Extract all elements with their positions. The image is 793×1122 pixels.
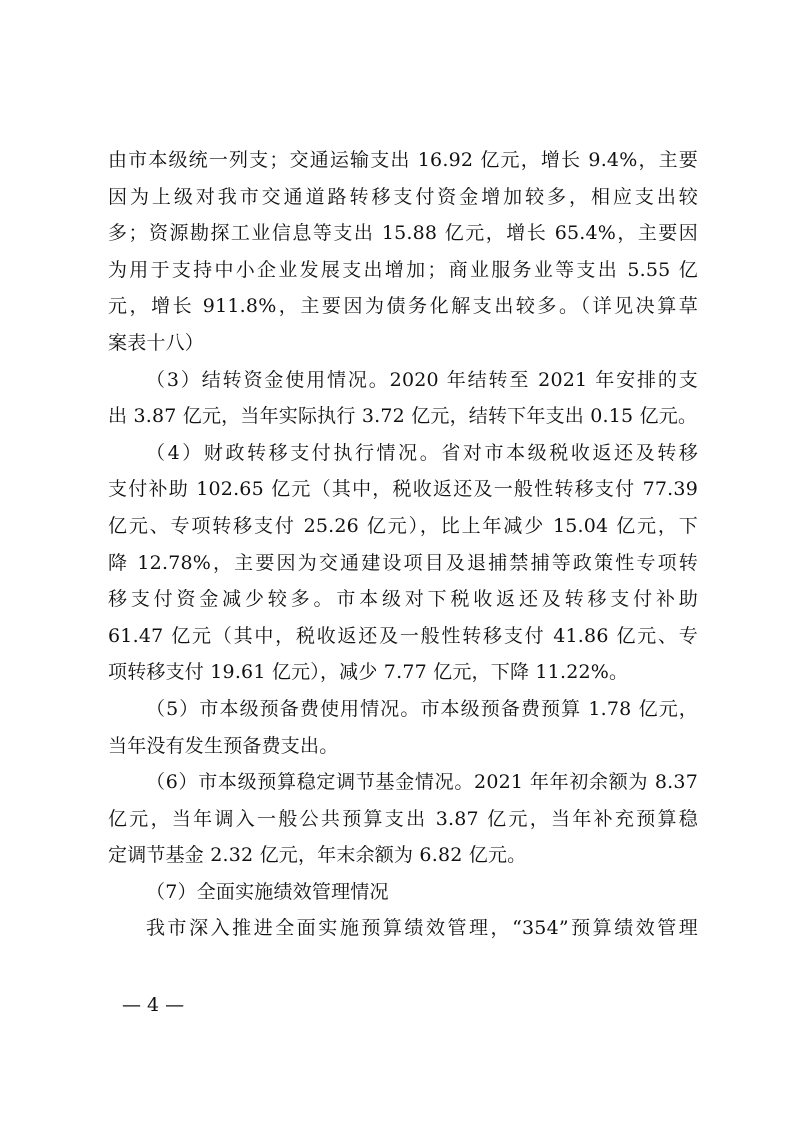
text-line: （4）财政转移支付执行情况。省对市本级税收返还及转移 [146,441,698,464]
text-line: 亿元、专项转移支付 25.26 亿元），比上年减少 15.04 亿元，下 [108,514,698,537]
text-line: 61.47 亿元（其中，税收返还及一般性转移支付 41.86 亿元、专 [108,624,698,647]
text-line: 定调节基金 2.32 亿元，年末余额为 6.82 亿元。 [108,844,527,867]
text-line: 案表十八） [108,331,205,354]
text-line: 支付补助 102.65 亿元（其中，税收返还及一般性转移支付 77.39 [108,478,698,501]
text-line: 出 3.87 亿元，当年实际执行 3.72 亿元，结转下年支出 0.15 亿元。 [108,405,698,428]
text-line: 亿元，当年调入一般公共预算支出 3.87 亿元，当年补充预算稳 [108,807,698,830]
paragraph-performance-heading [108,874,698,911]
text-line: 为用于支持中小企业发展支出增加；商业服务业等支出 5.55 亿 [108,258,698,281]
text-line: 因为上级对我市交通道路转移支付资金增加较多，相应支出较 [108,185,698,208]
text-line: 多；资源勘探工业信息等支出 15.88 亿元，增长 65.4%，主要因 [108,222,698,245]
body-text [108,142,698,947]
text-line: 降 12.78%，主要因为交通建设项目及退捕禁捕等政策性专项转 [108,551,698,574]
text-line: （3）结转资金使用情况。2020 年结转至 2021 年安排的支 [146,368,698,391]
text-line: 由市本级统一列支；交通运输支出 16.92 亿元，增长 9.4%，主要 [108,149,698,171]
paragraph-performance-management [108,910,698,947]
paragraph-expenditure-detail [108,142,698,362]
text-line: 我市深入推进全面实施预算绩效管理，“354”预算绩效管理 [146,917,698,940]
text-line: 元，增长 911.8%，主要因为债务化解支出较多。（详见决算草 [108,295,698,318]
paragraph-stabilization-fund [108,764,698,874]
page-number: — 4 — [122,994,185,1016]
paragraph-carryover-funds [108,362,698,435]
text-line: （5）市本级预备费使用情况。市本级预备费预算 1.78 亿元， [146,697,698,720]
text-line: 当年没有发生预备费支出。 [108,734,339,757]
paragraph-transfer-payments [108,435,698,691]
text-line: （6）市本级预算稳定调节基金情况。2021 年年初余额为 8.37 [146,771,698,794]
text-line: 项转移支付 19.61 亿元），减少 7.77 亿元，下降 11.22%。 [108,661,629,684]
section-heading: （7）全面实施绩效管理情况 [146,880,389,903]
text-line: 移支付资金减少较多。市本级对下税收返还及转移支付补助 [108,588,698,611]
paragraph-reserve-fund [108,691,698,764]
